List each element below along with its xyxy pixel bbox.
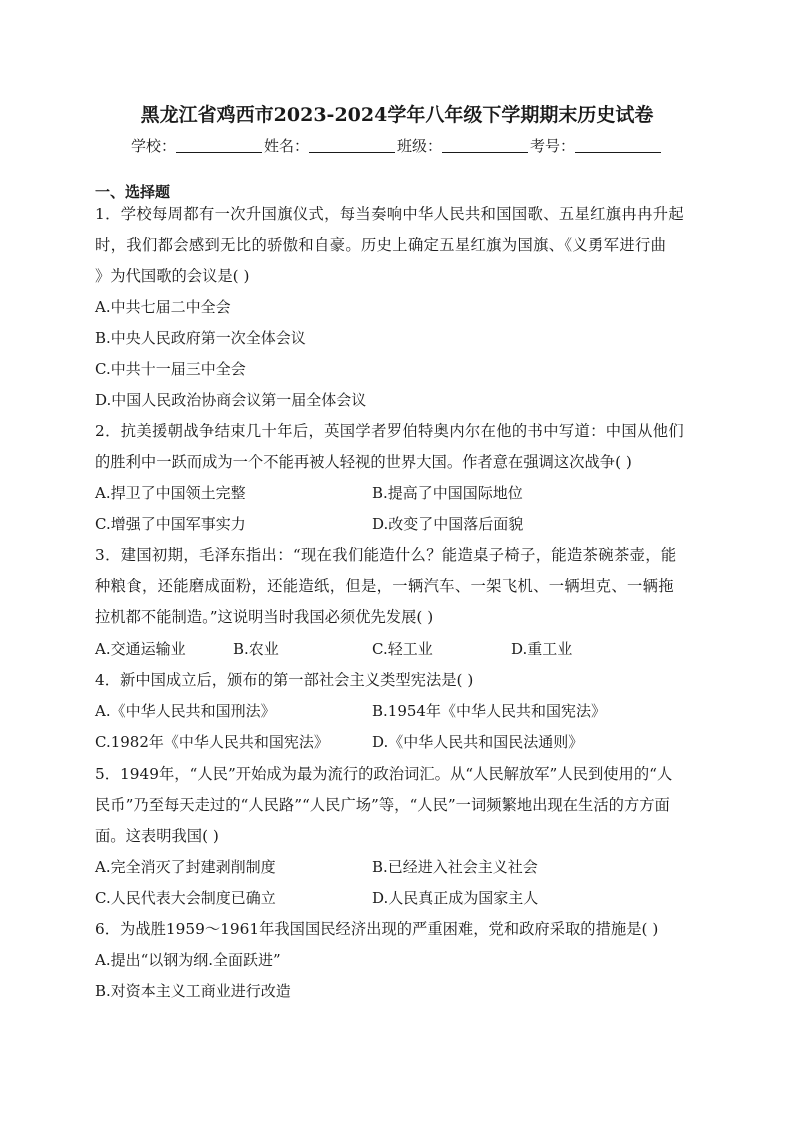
school-label: 学校： — [130, 137, 176, 155]
question-2-option-c: C.增强了中国军事实力 — [95, 515, 246, 533]
question-6-line-1: 6．为战胜1959～1961年我国国民经济出现的严重困难，党和政府采取的措施是( ) — [95, 920, 659, 938]
question-3-line-3: 拉机都不能制造。”这说明当时我国必须优先发展( ) — [95, 608, 434, 626]
question-6-option-a: A.提出“以钢为纲.全面跃进” — [95, 951, 281, 969]
question-1-option-a: A.中共七届二中全会 — [95, 298, 231, 316]
question-3-option-d: D.重工业 — [511, 640, 573, 658]
exam-title: 黑龙江省鸡西市2023-2024学年八年级下学期期末历史试卷 — [140, 104, 654, 126]
question-3-option-c: C.轻工业 — [372, 640, 433, 658]
question-1-option-d: D.中国人民政治协商会议第一届全体会议 — [95, 391, 367, 409]
question-1-option-b: B.中央人民政府第一次全体会议 — [95, 329, 306, 347]
question-2-line-1: 2．抗美援朝战争结束几十年后，英国学者罗伯特奥内尔在他的书中写道：中国从他们 — [95, 422, 685, 440]
student-info-row — [0, 135, 794, 156]
class-label: 班级： — [397, 137, 443, 155]
question-5-line-2: 民币”乃至每天走过的“人民路”“人民广场”等，“人民”一词频繁地出现在生活的方方面 — [95, 796, 670, 814]
question-2-line-2: 的胜利中一跃而成为一个不能再被人轻视的世界大国。作者意在强调这次战争( ) — [95, 453, 632, 471]
question-6-option-b: B.对资本主义工商业进行改造 — [95, 982, 291, 1000]
question-1-line-1: 1．学校每周都有一次升国旗仪式，每当奏响中华人民共和国国歌、五星红旗冉冉升起 — [95, 205, 685, 223]
question-4-line-1: 4．新中国成立后，颁布的第一部社会主义类型宪法是( ) — [95, 671, 474, 689]
number-label: 考号： — [530, 137, 576, 155]
question-1-line-2: 时，我们都会感到无比的骄傲和自豪。历史上确定五星红旗为国旗、《义勇军进行曲 — [95, 236, 667, 254]
name-label: 姓名： — [263, 137, 309, 155]
question-3-line-2: 种粮食，还能磨成面粉，还能造纸，但是，一辆汽车、一架飞机、一辆坦克、一辆拖 — [95, 577, 674, 595]
question-5-line-1: 5．1949年，“人民”开始成为最为流行的政治词汇。从“人民解放军”人民到使用的“人 — [95, 765, 673, 783]
class-blank — [442, 138, 528, 153]
question-3-option-b: B.农业 — [233, 640, 279, 658]
question-1-option-c: C.中共十一届三中全会 — [95, 360, 246, 378]
question-5-option-b: B.已经进入社会主义社会 — [372, 858, 538, 876]
question-5-line-3: 面。这表明我国( ) — [95, 827, 219, 845]
question-4-option-a: A.《中华人民共和国刑法》 — [95, 702, 276, 720]
question-1-line-3: 》为代国歌的会议是( ) — [95, 267, 250, 285]
question-4-option-c: C.1982年《中华人民共和国宪法》 — [95, 733, 329, 751]
question-2-option-d: D.改变了中国落后面貌 — [372, 515, 524, 533]
name-blank — [309, 138, 395, 153]
question-3-option-a: A.交通运输业 — [95, 640, 186, 658]
question-3-line-1: 3．建国初期，毛泽东指出：“现在我们能造什么？能造桌子椅子，能造茶碗茶壶，能 — [95, 546, 677, 564]
question-2-option-a: A.捍卫了中国领土完整 — [95, 484, 246, 502]
question-4-option-b: B.1954年《中华人民共和国宪法》 — [372, 702, 606, 720]
question-4-option-d: D.《中华人民共和国民法通则》 — [372, 733, 584, 751]
section-title: 一、选择题 — [95, 183, 171, 201]
school-blank — [176, 138, 262, 153]
question-5-option-a: A.完全消灭了封建剥削制度 — [95, 858, 276, 876]
question-5-option-c: C.人民代表大会制度已确立 — [95, 889, 276, 907]
question-5-option-d: D.人民真正成为国家主人 — [372, 889, 539, 907]
question-2-option-b: B.提高了中国国际地位 — [372, 484, 523, 502]
number-blank — [575, 138, 661, 153]
